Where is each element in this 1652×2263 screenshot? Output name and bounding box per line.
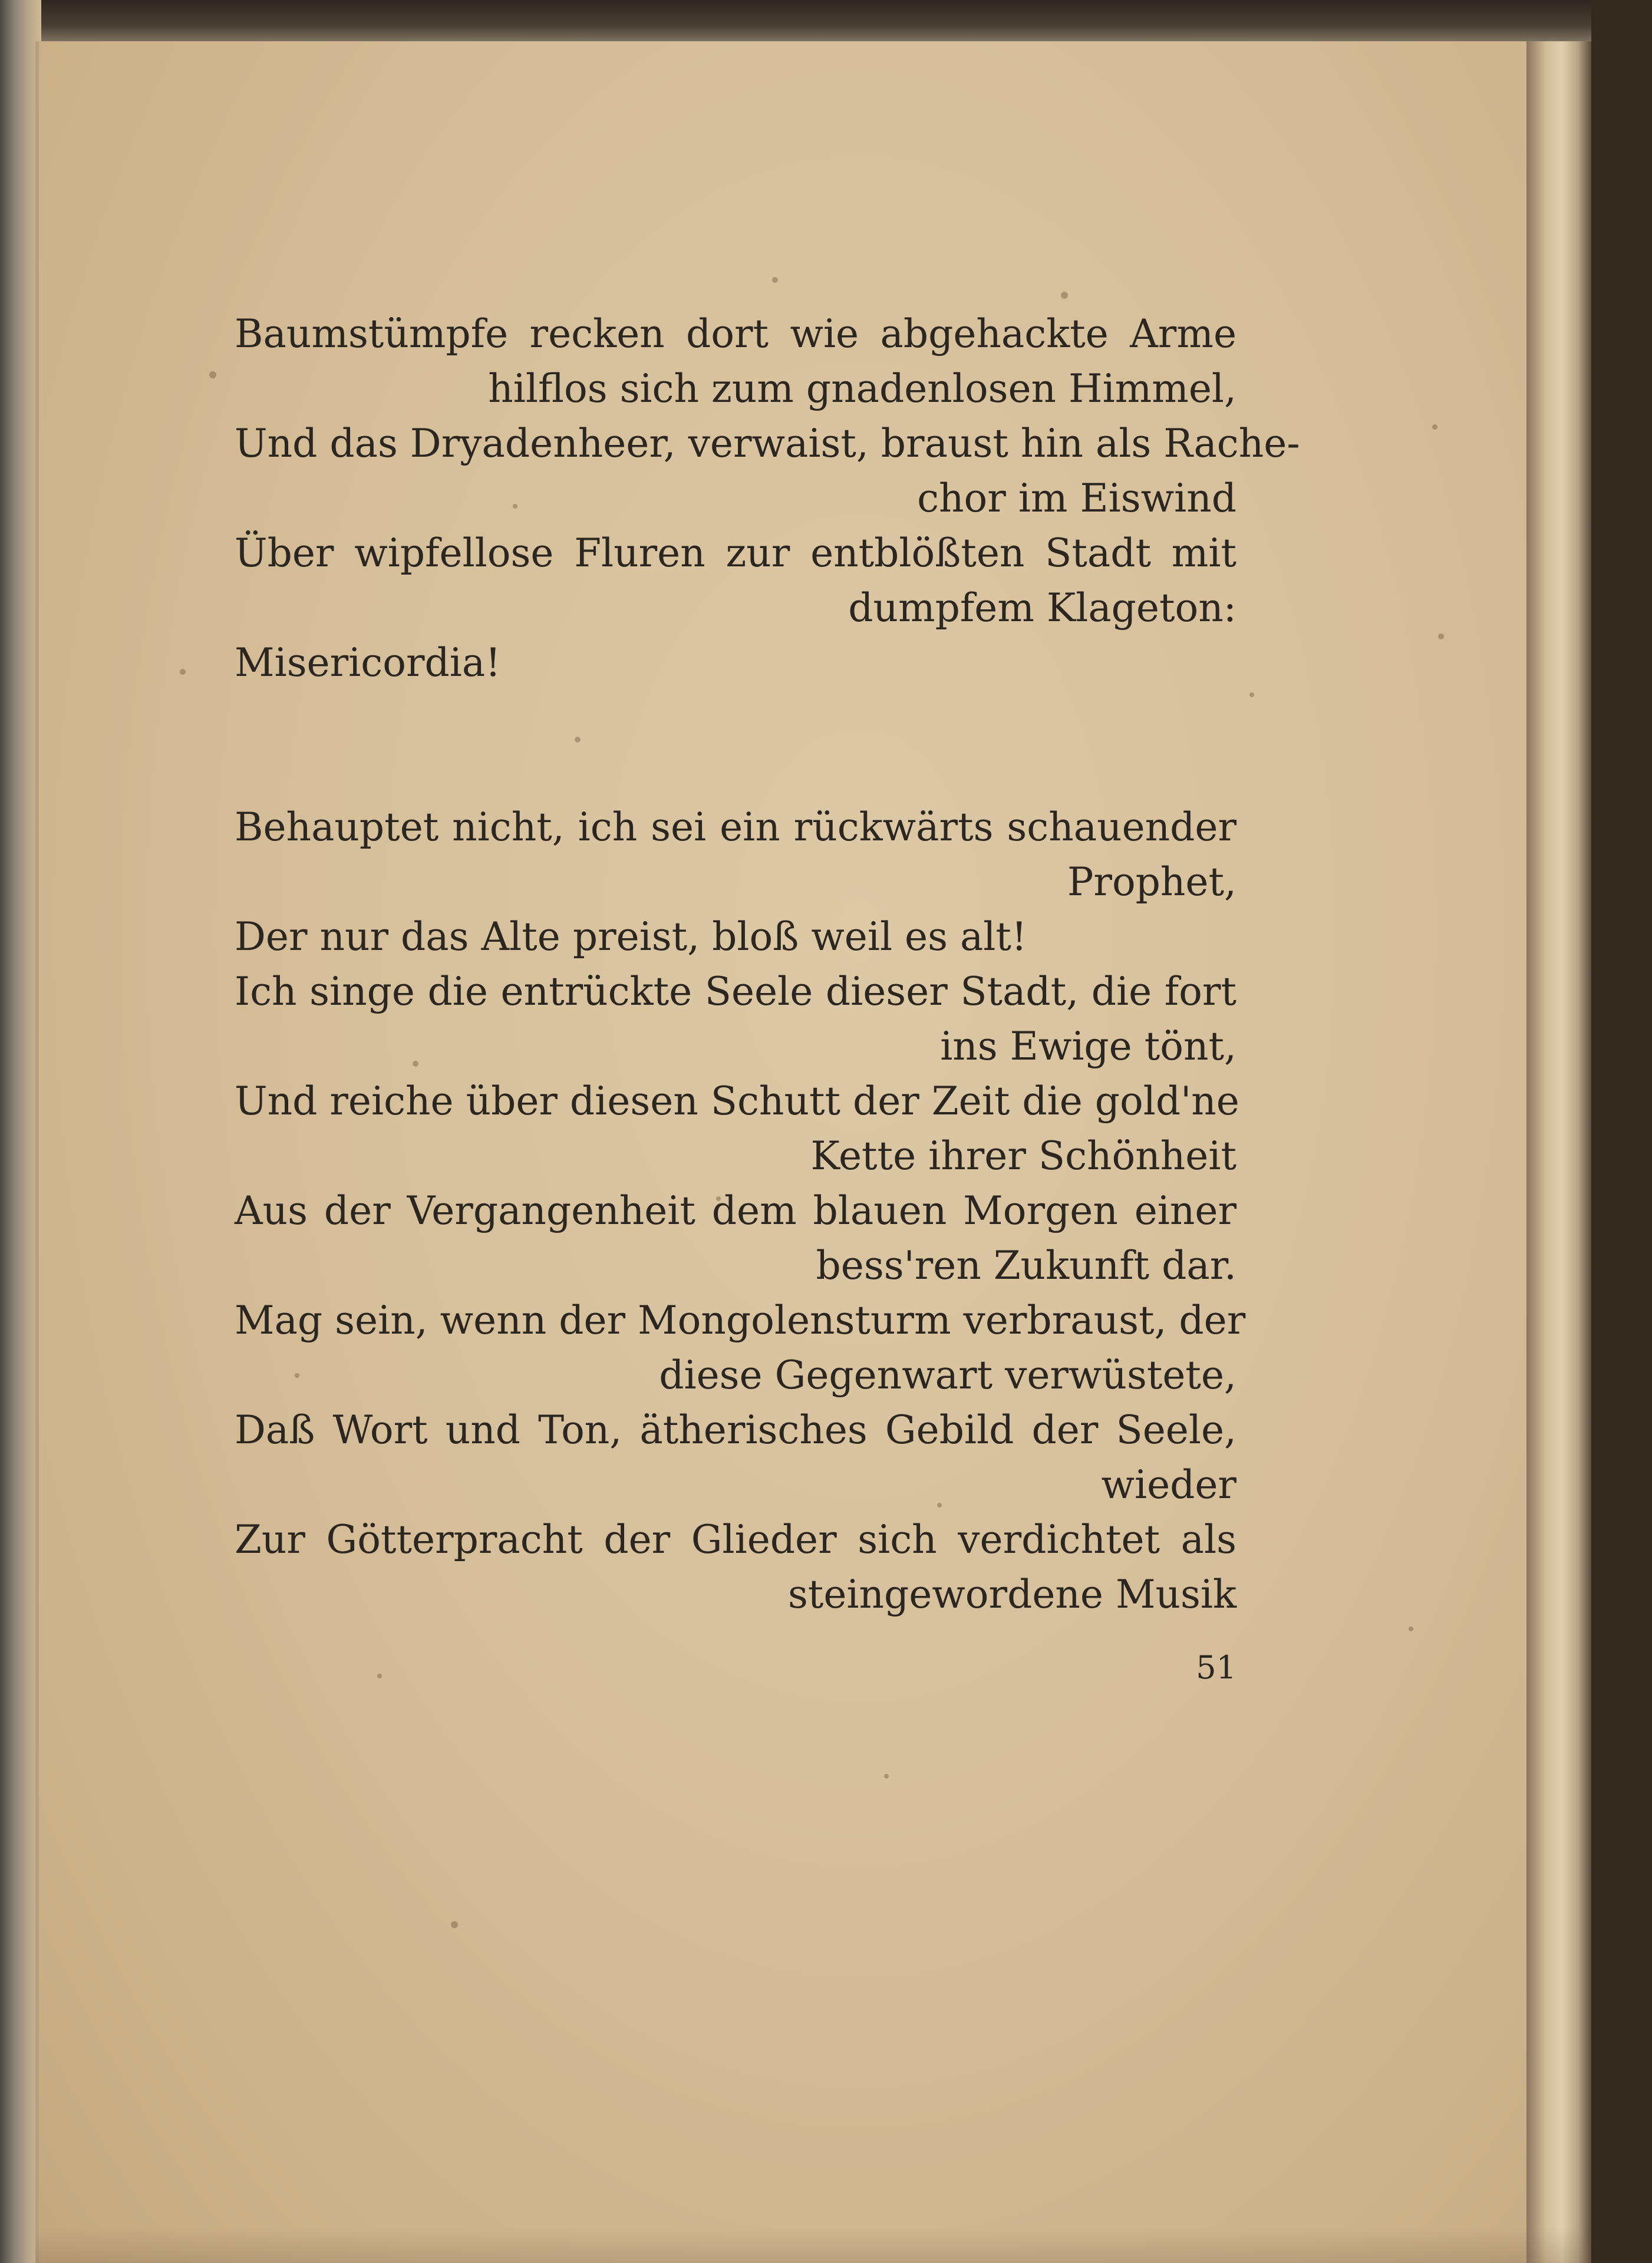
verse-line: bess'ren Zukunft dar. (816, 1243, 1236, 1288)
paper-speck (377, 1674, 382, 1678)
verse-line: Misericordia! (235, 640, 501, 685)
page-number: 51 (1196, 1649, 1236, 1686)
paper-speck (1061, 292, 1068, 299)
paper-speck (451, 1921, 458, 1928)
verse-line: Behauptet nicht, ich sei ein rückwärts schauender (235, 804, 1236, 850)
paper-speck (180, 669, 186, 675)
verse-line: chor im Eiswind (917, 476, 1236, 521)
paper-speck (209, 371, 216, 378)
verse-line: Über wipfellose Fluren zur entblößten Stadt mit (235, 530, 1236, 576)
verse-line: dumpfem Klageton: (848, 585, 1236, 631)
verse-line: Aus der Vergangenheit dem blauen Morgen einer (235, 1188, 1236, 1233)
stanza-gap (235, 690, 1236, 800)
verse-line: ins Ewige tönt, (940, 1024, 1236, 1069)
paper-speck (1438, 634, 1444, 639)
paper-speck (772, 277, 778, 283)
poem-text (235, 306, 1300, 1622)
page-fore-edge (1526, 41, 1591, 2263)
verse-line: Ich singe die entrückte Seele dieser Stadt, die fort (235, 969, 1236, 1014)
verse-line: Daß Wort und Ton, ätherisches Gebild der Seele, (235, 1407, 1236, 1453)
paper-speck (884, 1774, 889, 1779)
verse-line: Kette ihrer Schönheit (810, 1133, 1236, 1179)
verse-line: Baumstümpfe recken dort wie abgehackte Arme (235, 311, 1236, 357)
verse-line: Prophet, (1067, 859, 1236, 905)
stanza-2 (235, 800, 1246, 1622)
verse-line: Der nur das Alte preist, bloß weil es alt! (235, 914, 1027, 959)
verse-line: hilflos sich zum gnadenlosen Himmel, (488, 366, 1236, 411)
verse-line: Und reiche über diesen Schutt der Zeit die gold'ne (235, 1078, 1239, 1124)
paper-speck (1409, 1627, 1413, 1631)
paper-speck (1249, 692, 1254, 697)
scan-top-edge (0, 0, 1591, 47)
paper-speck (1432, 424, 1437, 430)
page-bottom-shade (35, 2228, 1591, 2263)
verse-line: steingewordene Musik (787, 1572, 1236, 1617)
verse-line: wieder (1101, 1462, 1236, 1507)
scan-background (1591, 0, 1652, 2263)
verse-line: Zur Götterpracht der Glieder sich verdichtet als (235, 1517, 1236, 1562)
verse-line: diese Gegenwart verwüstete, (659, 1352, 1236, 1398)
verse-line: Und das Dryadenheer, verwaist, braust hin als Rache- (235, 421, 1300, 466)
stanza-1 (235, 306, 1300, 690)
verse-line: Mag sein, wenn der Mongolensturm verbraust, der (235, 1298, 1246, 1343)
